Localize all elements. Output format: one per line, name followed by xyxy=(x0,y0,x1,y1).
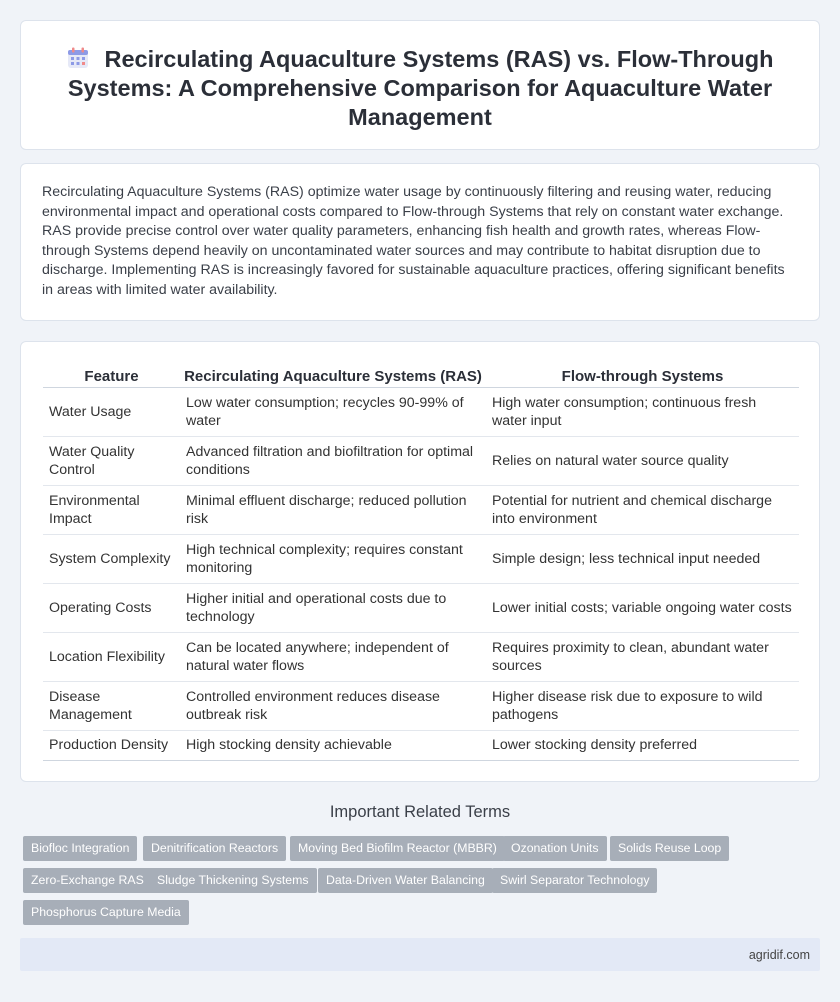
table-row xyxy=(43,485,799,534)
summary-card xyxy=(20,163,820,321)
ras-cell: High stocking density achievable xyxy=(180,730,486,760)
ras-cell: Low water consumption; recycles 90-99% of water xyxy=(180,387,486,436)
ras-cell: Controlled environment reduces disease outbreak risk xyxy=(180,681,486,730)
ras-cell: High technical complexity; requires constant monitoring xyxy=(180,534,486,583)
ras-cell: Minimal effluent discharge; reduced pollution risk xyxy=(180,485,486,534)
title-card xyxy=(20,20,820,150)
feature-cell: System Complexity xyxy=(43,534,180,583)
tag-ozonation-units[interactable]: Ozonation Units xyxy=(503,836,607,861)
table-header-row xyxy=(43,362,799,387)
tag-denitrification-reactors[interactable]: Denitrification Reactors xyxy=(143,836,286,861)
ras-cell: Can be located anywhere; independent of natural water flows xyxy=(180,632,486,681)
tag-swirl-separator[interactable]: Swirl Separator Technology xyxy=(492,868,657,893)
comparison-table-card xyxy=(20,341,820,782)
tag-solids-reuse-loop[interactable]: Solids Reuse Loop xyxy=(610,836,729,861)
table-row xyxy=(43,730,799,760)
tag-phosphorus-capture[interactable]: Phosphorus Capture Media xyxy=(23,900,189,925)
ras-cell: Higher initial and operational costs due to technology xyxy=(180,583,486,632)
tag-sludge-thickening[interactable]: Sludge Thickening Systems xyxy=(149,868,317,893)
flow-through-cell: Relies on natural water source quality xyxy=(486,436,799,485)
feature-cell: Environmental Impact xyxy=(43,485,180,534)
footer xyxy=(20,938,820,971)
table-row xyxy=(43,632,799,681)
tag-data-driven-water-balancing[interactable]: Data-Driven Water Balancing xyxy=(318,868,493,893)
table-row xyxy=(43,436,799,485)
flow-through-cell: Lower stocking density preferred xyxy=(486,730,799,760)
feature-cell: Water Usage xyxy=(43,387,180,436)
feature-cell: Location Flexibility xyxy=(43,632,180,681)
table-row xyxy=(43,534,799,583)
feature-cell: Production Density xyxy=(43,730,180,760)
summary-text: Recirculating Aquaculture Systems (RAS) optimize water usage by continuously filtering and reusing water, reducing environmental impact and operational costs compared to Flow-through Systems that rely on constant water exchange. RAS provide precise control over water quality parameters, enhancing fish health and growth rates, whereas Flow-through Systems depend heavily on uncontaminated water sources and may contribute to habitat disruption due to discharge. Implementing RAS is increasingly favored for sustainable aquaculture practices, offering significant benefits in areas with limited water availability. xyxy=(42,184,785,298)
tag-biofloc-integration[interactable]: Biofloc Integration xyxy=(23,836,137,861)
flow-through-cell: Requires proximity to clean, abundant water sources xyxy=(486,632,799,681)
flow-through-cell: Lower initial costs; variable ongoing water costs xyxy=(486,583,799,632)
footer-site[interactable]: agridif.com xyxy=(748,948,810,962)
calendar-icon xyxy=(67,47,89,69)
flow-through-cell: Potential for nutrient and chemical discharge into environment xyxy=(486,485,799,534)
page-title-text: Recirculating Aquaculture Systems (RAS) vs. Flow-Through Systems: A Comprehensive Comparison for Aquaculture Water Management xyxy=(67,46,774,130)
table-row xyxy=(43,681,799,730)
table-row xyxy=(43,387,799,436)
ras-cell: Advanced filtration and biofiltration for optimal conditions xyxy=(180,436,486,485)
feature-cell: Operating Costs xyxy=(43,583,180,632)
header-flow-through: Flow-through Systems xyxy=(486,362,799,387)
header-ras: Recirculating Aquaculture Systems (RAS) xyxy=(180,362,486,387)
flow-through-cell: Higher disease risk due to exposure to wild pathogens xyxy=(486,681,799,730)
header-feature: Feature xyxy=(43,362,180,387)
comparison-table xyxy=(43,362,799,761)
feature-cell: Water Quality Control xyxy=(43,436,180,485)
tag-zero-exchange-ras[interactable]: Zero-Exchange RAS xyxy=(23,868,152,893)
related-terms-title: Important Related Terms xyxy=(329,803,511,821)
feature-cell: Disease Management xyxy=(43,681,180,730)
table-row xyxy=(43,583,799,632)
flow-through-cell: Simple design; less technical input needed xyxy=(486,534,799,583)
flow-through-cell: High water consumption; continuous fresh water input xyxy=(486,387,799,436)
page-title xyxy=(61,45,779,132)
tag-mbbr[interactable]: Moving Bed Biofilm Reactor (MBBR) xyxy=(290,836,505,861)
